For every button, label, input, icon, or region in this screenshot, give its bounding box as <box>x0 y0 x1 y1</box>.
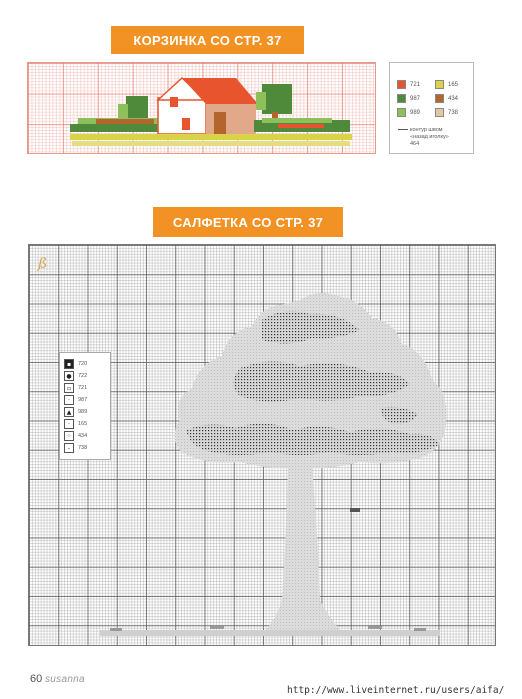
legend-item <box>64 383 87 393</box>
legend-item <box>64 359 87 369</box>
legend-code: 989 <box>410 109 421 116</box>
legend-code: 434 <box>448 95 459 102</box>
legend-item <box>397 80 420 89</box>
symbol-swatch: ⁘ <box>64 431 74 441</box>
banner-title-text: КОРЗИНКА СО СТР. 37 <box>133 32 282 48</box>
backstitch-line-icon <box>398 129 408 130</box>
legend-code: 165 <box>448 81 459 88</box>
legend-item <box>64 371 87 381</box>
legend-code: 722 <box>78 373 88 379</box>
legend-item <box>435 80 458 89</box>
legend-code: 165 <box>78 421 88 427</box>
symbol-swatch: ▪ <box>64 359 74 369</box>
legend-code: 720 <box>78 361 88 367</box>
legend-code: 989 <box>78 409 88 415</box>
note-line-3: 464 <box>410 141 420 147</box>
legend-item <box>64 431 87 441</box>
color-swatch <box>397 80 406 89</box>
color-swatch <box>397 94 406 103</box>
symbol-swatch: · <box>64 419 74 429</box>
title-banner-napkin <box>153 207 343 237</box>
legend-code: 987 <box>410 95 421 102</box>
backstitch-note <box>398 127 470 148</box>
legend-code: 434 <box>78 433 88 439</box>
legend-code: 721 <box>78 385 88 391</box>
title-banner-basket <box>111 26 304 54</box>
symbol-swatch: ● <box>64 371 74 381</box>
legend-item <box>435 108 458 117</box>
legend-item <box>64 395 87 405</box>
legend-item <box>397 94 420 103</box>
legend-item <box>435 94 458 103</box>
note-line-1: контур швом <box>410 127 443 133</box>
symbol-swatch: - <box>64 443 74 453</box>
color-swatch <box>397 108 406 117</box>
legend-item <box>397 108 420 117</box>
legend-code: 738 <box>78 445 88 451</box>
legend-item <box>64 443 87 453</box>
page-number: 60 <box>30 673 43 685</box>
color-swatch <box>435 80 444 89</box>
napkin-symbol-legend <box>59 352 111 460</box>
legend-item <box>64 419 87 429</box>
symbol-swatch: ▫ <box>64 383 74 393</box>
color-swatch <box>435 108 444 117</box>
banner-title-text: САЛФЕТКА СО СТР. 37 <box>172 214 324 230</box>
magazine-brand: susanna <box>45 674 85 685</box>
legend-code: 987 <box>78 397 88 403</box>
basket-chart-grid <box>27 62 376 154</box>
symbol-swatch: · <box>64 395 74 405</box>
source-url[interactable]: http://www.liveinternet.ru/users/aifa/ <box>287 685 505 696</box>
brand-logo-mark: ß <box>38 256 48 272</box>
legend-code: 721 <box>410 81 421 88</box>
note-line-2: «назад иголку» <box>410 134 449 140</box>
legend-item <box>64 407 87 417</box>
legend-code: 738 <box>448 109 459 116</box>
symbol-swatch: ▲ <box>64 407 74 417</box>
color-swatch <box>435 94 444 103</box>
